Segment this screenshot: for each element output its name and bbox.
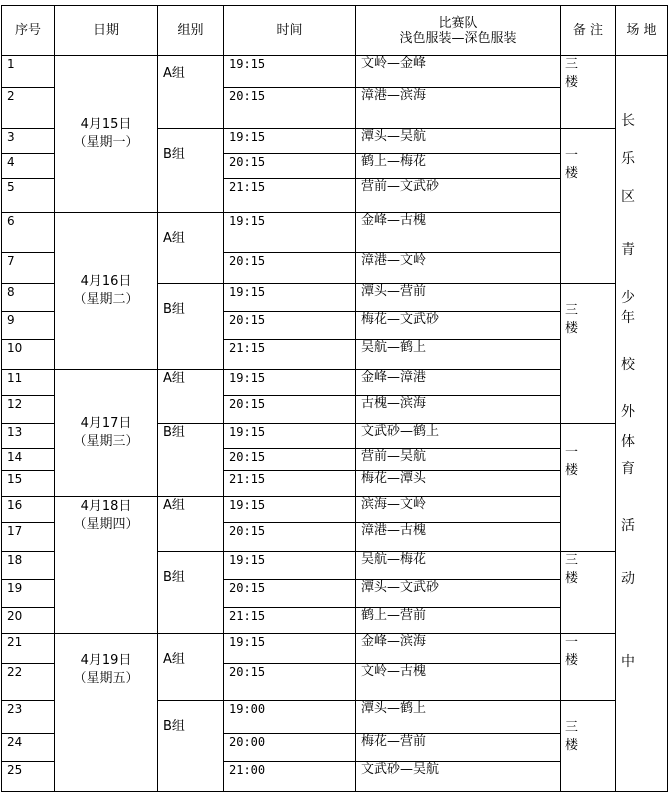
row-time: 21:15: [224, 179, 356, 213]
group-cell: B组: [158, 701, 224, 792]
date-label: 4月18日: [80, 499, 132, 514]
row-time: 21:15: [224, 471, 356, 497]
weekday-label: （星期四）: [73, 517, 139, 532]
row-seq: 13: [2, 424, 55, 449]
venue-text: 长 乐 区 青 少 年 校 外 体 育 活 动 中: [621, 113, 635, 670]
row-teams: 营前—文武砂: [356, 179, 561, 213]
table-row: [2, 56, 668, 88]
row-seq: 21: [2, 634, 55, 664]
header-row: [2, 6, 668, 56]
row-seq: 19: [2, 580, 55, 608]
row-teams: 文岭—古槐: [356, 664, 561, 701]
row-seq: 17: [2, 523, 55, 552]
row-seq: 12: [2, 396, 55, 424]
date-label: 4月16日: [80, 274, 132, 289]
row-seq: 18: [2, 552, 55, 580]
row-teams: 金峰—滨海: [356, 634, 561, 664]
row-time: 20:15: [224, 449, 356, 471]
group-cell: A组: [158, 497, 224, 552]
row-time: 19:15: [224, 213, 356, 253]
weekday-label: （星期一）: [73, 135, 139, 150]
group-cell: A组: [158, 213, 224, 284]
row-seq: 25: [2, 762, 55, 792]
note-cell: 一 楼: [561, 634, 616, 701]
row-seq: 15: [2, 471, 55, 497]
group-cell: A组: [158, 634, 224, 701]
row-teams: 梅花—潭头: [356, 471, 561, 497]
row-time: 19:00: [224, 701, 356, 734]
row-time: 21:15: [224, 340, 356, 370]
header-venue: 场 地: [616, 6, 668, 56]
row-time: 19:15: [224, 370, 356, 396]
row-time: 21:00: [224, 762, 356, 792]
date-cell: [55, 497, 158, 634]
row-teams: 鹤上—营前: [356, 608, 561, 634]
row-seq: 16: [2, 497, 55, 523]
row-time: 20:15: [224, 664, 356, 701]
note-cell: 三 楼: [561, 552, 616, 634]
row-teams: 古槐—滨海: [356, 396, 561, 424]
row-time: 20:15: [224, 253, 356, 284]
row-seq: 14: [2, 449, 55, 471]
note-cell: 三 楼: [561, 56, 616, 129]
group-cell: B组: [158, 424, 224, 497]
row-seq: 6: [2, 213, 55, 253]
row-teams: 营前—吴航: [356, 449, 561, 471]
row-seq: 8: [2, 284, 55, 312]
header-teams-title: 比赛队: [438, 15, 478, 31]
header-note: 备 注: [561, 6, 616, 56]
row-seq: 24: [2, 734, 55, 762]
row-time: 19:15: [224, 56, 356, 88]
header-teams: [356, 6, 561, 56]
table-row: [2, 634, 668, 664]
row-time: 20:15: [224, 88, 356, 129]
row-seq: 23: [2, 701, 55, 734]
header-seq: 序号: [2, 6, 55, 56]
weekday-label: （星期三）: [73, 434, 139, 449]
row-time: 20:15: [224, 580, 356, 608]
row-time: 20:00: [224, 734, 356, 762]
header-teams-subtitle: 浅色服装—深色服装: [399, 30, 517, 46]
row-seq: 2: [2, 88, 55, 129]
group-cell: A组: [158, 370, 224, 424]
header-time: 时间: [224, 6, 356, 56]
note-cell: 三 楼: [561, 701, 616, 792]
row-teams: 漳港—滨海: [356, 88, 561, 129]
row-teams: 潭头—营前: [356, 284, 561, 312]
row-teams: 漳港—古槐: [356, 523, 561, 552]
weekday-label: （星期二）: [73, 292, 139, 307]
row-seq: 20: [2, 608, 55, 634]
row-seq: 22: [2, 664, 55, 701]
row-teams: 文岭—金峰: [356, 56, 561, 88]
row-teams: 漳港—文岭: [356, 253, 561, 284]
header-group: 组别: [158, 6, 224, 56]
date-cell: [55, 213, 158, 370]
row-teams: 文武砂—吴航: [356, 762, 561, 792]
header-date: 日期: [55, 6, 158, 56]
row-teams: 金峰—古槐: [356, 213, 561, 253]
row-time: 20:15: [224, 312, 356, 340]
note-cell: 一 楼: [561, 424, 616, 552]
weekday-label: （星期五）: [73, 671, 139, 686]
row-seq: 10: [2, 340, 55, 370]
row-teams: 吴航—梅花: [356, 552, 561, 580]
date-label: 4月19日: [80, 653, 132, 668]
row-teams: 梅花—文武砂: [356, 312, 561, 340]
date-cell: [55, 56, 158, 213]
row-seq: 1: [2, 56, 55, 88]
row-seq: 3: [2, 129, 55, 154]
row-time: 19:15: [224, 284, 356, 312]
row-time: 20:15: [224, 154, 356, 179]
row-teams: 潭头—鹤上: [356, 701, 561, 734]
date-cell: [55, 370, 158, 497]
row-teams: 吴航—鹤上: [356, 340, 561, 370]
group-cell: B组: [158, 129, 224, 213]
row-time: 19:15: [224, 497, 356, 523]
row-teams: 金峰—漳港: [356, 370, 561, 396]
row-time: 19:15: [224, 634, 356, 664]
date-cell: [55, 634, 158, 792]
group-cell: B组: [158, 284, 224, 370]
row-seq: 11: [2, 370, 55, 396]
group-cell: B组: [158, 552, 224, 634]
row-teams: 潭头—文武砂: [356, 580, 561, 608]
row-seq: 4: [2, 154, 55, 179]
row-time: 21:15: [224, 608, 356, 634]
row-seq: 9: [2, 312, 55, 340]
row-teams: 潭头—吴航: [356, 129, 561, 154]
row-time: 20:15: [224, 396, 356, 424]
row-teams: 文武砂—鹤上: [356, 424, 561, 449]
note-cell: 一 楼: [561, 129, 616, 284]
date-label: 4月15日: [80, 117, 132, 132]
row-teams: 梅花—营前: [356, 734, 561, 762]
schedule-table: [1, 5, 668, 792]
row-time: 19:15: [224, 129, 356, 154]
row-teams: 滨海—文岭: [356, 497, 561, 523]
note-cell: 三 楼: [561, 284, 616, 424]
row-seq: 5: [2, 179, 55, 213]
row-teams: 鹤上—梅花: [356, 154, 561, 179]
group-cell: A组: [158, 56, 224, 129]
venue-cell: [616, 56, 668, 792]
date-label: 4月17日: [80, 416, 132, 431]
row-time: 19:15: [224, 424, 356, 449]
row-time: 19:15: [224, 552, 356, 580]
row-seq: 7: [2, 253, 55, 284]
row-time: 20:15: [224, 523, 356, 552]
